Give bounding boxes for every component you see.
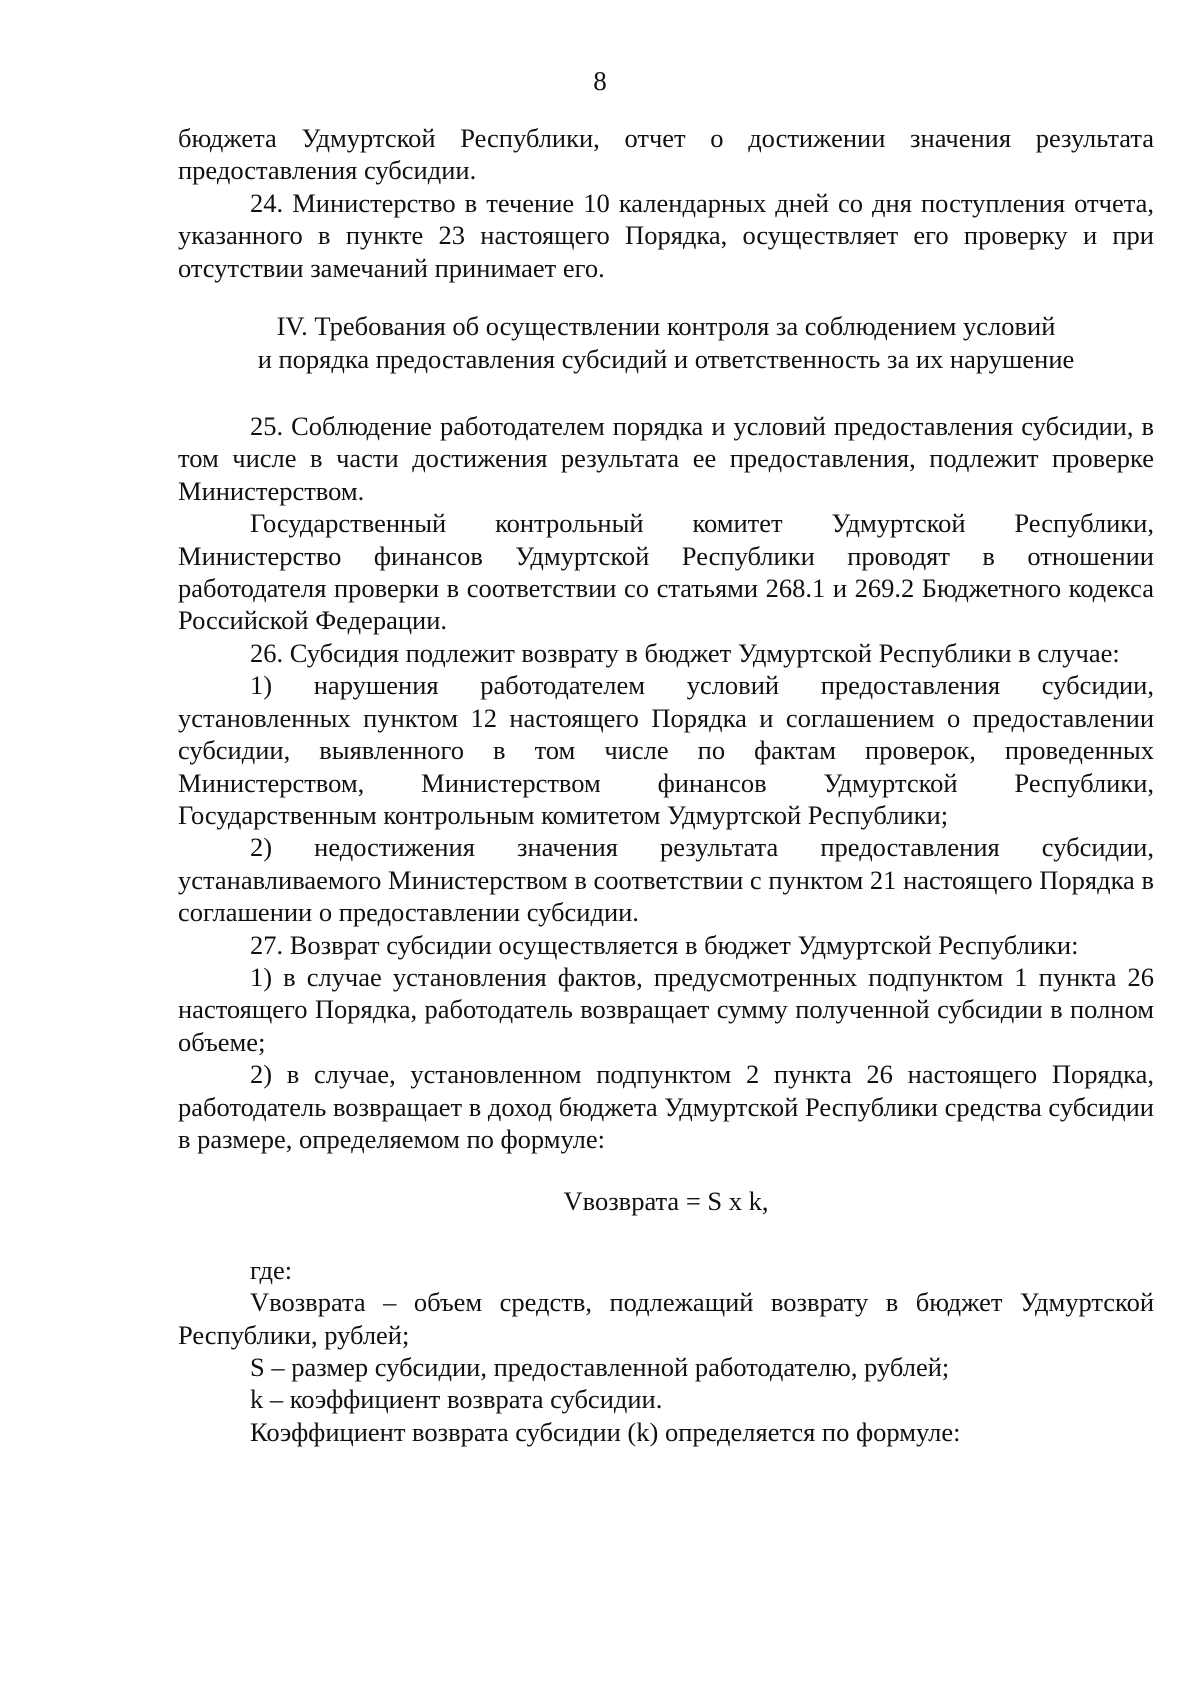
paragraph-24: 24. Министерство в течение 10 календарных дней со дня поступления отчета, указанного в пункте 23 настоящего Порядка, осуществляет его проверку и при отсутствии замечаний принимает его. <box>178 187 1154 283</box>
paragraph-state-control-committee: Государственный контрольный комитет Удмуртской Республики, Министерство финансов Удмуртской Республики проводят в отношении работодателя проверки в соответствии со статьями 268.1 и 269.2 Бюджетного кодекса Российской Федерации. <box>178 508 1154 636</box>
paragraph-budget-report: бюджета Удмуртской Республики, отчет о достижении значения результата предоставления субсидии. <box>178 123 1154 186</box>
paragraph-where: где: <box>250 1254 293 1285</box>
page-number: 8 <box>593 66 607 96</box>
paragraph-25: 25. Соблюдение работодателем порядка и условий предоставления субсидии, в том числе в части достижения результата ее предоставления, подлежит проверке Министерством. <box>178 411 1154 506</box>
paragraph-26-item-2: 2) недостижения значения результата предоставления субсидии, устанавливаемого Министерством в соответствии с пунктом 21 настоящего Порядка в соглашении о предоставлении субсидии. <box>178 832 1154 928</box>
section-heading-line-2: и порядка предоставления субсидий и ответственность за их нарушение <box>257 344 1075 375</box>
definition-k: k – коэффициент возврата субсидии. <box>250 1384 663 1415</box>
definition-s: S – размер субсидии, предоставленной работодателю, рублей; <box>250 1352 950 1382</box>
section-heading-line-1: IV. Требования об осуществлении контроля за соблюдением условий <box>276 311 1056 342</box>
paragraph-26-item-1: 1) нарушения работодателем условий предоставления субсидии, установленных пунктом 12 настоящего Порядка и соглашением о предоставлении субсидии, выявленного в том числе по фактам проверок, проведенных Министерством, Министерством финансов Удмуртской Республики, Государственным контрольным комитетом Удмуртской Республики; <box>178 670 1154 830</box>
paragraph-27-item-1: 1) в случае установления фактов, предусмотренных подпунктом 1 пункта 26 настоящего Порядка, работодатель возвращает сумму полученной субсидии в полном объеме; <box>178 961 1154 1057</box>
paragraph-27-item-2: 2) в случае, установленном подпунктом 2 пункта 26 настоящего Порядка, работодатель возвращает в доход бюджета Удмуртской Республики средства субсидии в размере, определяемом по формуле: <box>178 1059 1154 1154</box>
paragraph-26: 26. Субсидия подлежит возврату в бюджет Удмуртской Республики в случае: <box>250 637 1120 668</box>
definition-v-return: Vвозврата – объем средств, подлежащий возврату в бюджет Удмуртской Республики, рублей; <box>178 1287 1154 1350</box>
paragraph-27: 27. Возврат субсидии осуществляется в бюджет Удмуртской Республики: <box>250 929 1079 960</box>
document-body <box>178 122 1154 1448</box>
formula-return-volume: Vвозврата = S x k, <box>563 1186 769 1217</box>
section-heading-iv <box>178 310 1154 376</box>
paragraph-coefficient-formula: Коэффициент возврата субсидии (k) определяется по формуле: <box>250 1416 961 1447</box>
